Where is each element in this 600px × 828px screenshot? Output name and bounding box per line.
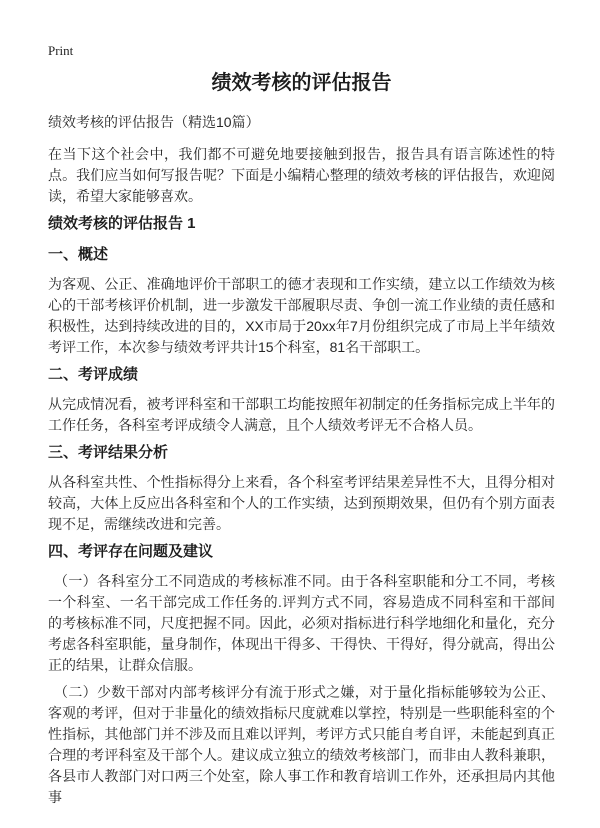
document-subtitle: 绩效考核的评估报告（精选10篇） bbox=[48, 114, 260, 130]
section-heading-1: 一、概述 bbox=[48, 246, 109, 263]
print-link[interactable]: Print bbox=[48, 43, 74, 58]
section-4-paragraph-1: （一）各科室分工不同造成的考核标准不同。由于各科室职能和分工不同，考核一个科室、一名干部完成工作任务的.评判方式不同，容易造成不同科室和干部间的考核标准不同，尺度把握不同。因此，必须对指标进行科学地细化和量化，充分考虑各科室职能，量身制作，体现出干得多、干得快、干得好，得分就高，得出公正的结果，让群众信服。 bbox=[48, 573, 555, 673]
section-heading-2: 二、考评成绩 bbox=[48, 366, 139, 383]
section-heading-3: 三、考评结果分析 bbox=[48, 444, 169, 461]
section-3-paragraph: 从各科室共性、个性指标得分上来看，各个科室考评结果差异性不大，且得分相对较高，大体上反应出各科室和个人的工作实绩，达到预期效果，但仍有个别方面表现不足，需继续改进和完善。 bbox=[48, 474, 555, 532]
section-4-paragraph-2: （二）少数干部对内部考核评分有流于形式之嫌，对于量化指标能够较为公正、客观的考评，但对于非量化的绩效指标尺度就难以掌控，特别是一些职能科室的个性指标，其他部门并不涉及而且难以评判，考评方式只能自考自评，未能起到真正合理的考评科室及干部个人。建议成立独立的绩效考核部门，而非由人教科兼职，各县市人教部门对口两三个处室，除人事工作和教育培训工作外，还承担局内其他事 bbox=[48, 684, 555, 805]
article-title: 绩效考核的评估报告 1 bbox=[48, 215, 196, 232]
intro-paragraph: 在当下这个社会中，我们都不可避免地要接触到报告，报告具有语言陈述性的特点。我们应当如何写报告呢？下面是小编精心整理的绩效考核的评估报告，欢迎阅读，希望大家能够喜欢。 bbox=[48, 146, 555, 204]
page-title: 绩效考核的评估报告 bbox=[211, 72, 392, 94]
section-1-paragraph: 为客观、公正、准确地评价干部职工的德才表现和工作实绩，建立以工作绩效为核心的干部考核评价机制，进一步激发干部履职尽责、争创一流工作业绩的责任感和积极性，达到持续改进的目的，XX市局于20xx年7月份组织完成了市局上半年绩效考评工作，本次参与绩效考评共计15个科室，81名干部职工。 bbox=[48, 276, 555, 355]
section-2-paragraph: 从完成情况看，被考评科室和干部职工均能按照年初制定的任务指标完成上半年的工作任务，各科室考评成绩令人满意，且个人绩效考评无不合格人员。 bbox=[48, 396, 555, 433]
section-heading-4: 四、考评存在问题及建议 bbox=[48, 543, 214, 560]
